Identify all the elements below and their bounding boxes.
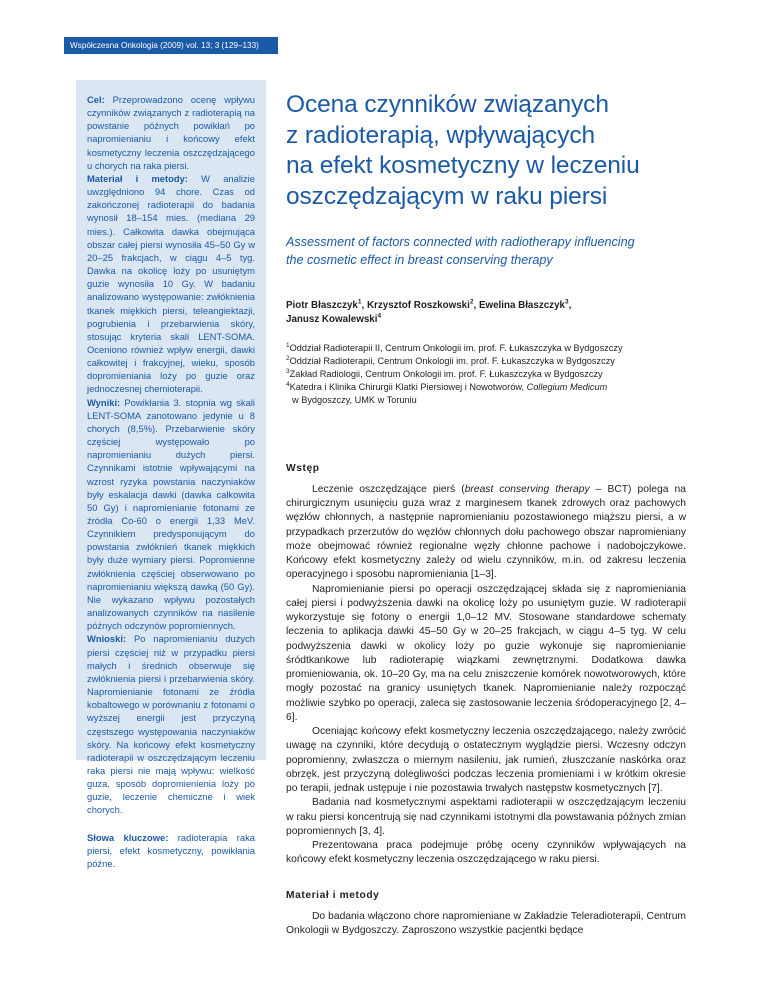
author-name: Janusz Kowalewski [286,314,378,326]
abstract-results [87,396,255,633]
abstract-keywords-text: radioterapia raka piersi, efekt kosmetyczny, powikłania późne. [87,831,255,869]
abstract-conclusions-label: Wnioski: [87,633,127,645]
author-separator: , [473,300,479,311]
paragraph-text: Leczenie oszczędzające pierś ( [312,483,465,495]
abstract-conclusions-text: Po napromienianiu dużych piersi częściej niż w przypadku piersi małych i średnich obserwuje się zwłóknienia piersi i przebarwienia skóry. Napromienianie fotonami ze źródła kobaltowego w porównaniu z fotonami o wyższej energii jest przyczyną częstszego występowania naczyniaków skóry. Na końcowy efekt kosmetyczny radioterapii w oszczędzającym leczeniu raka piersi nie mają wpływu: wielkość guza, sposób dopromienienia loży po guzie, leczenie chemiczne i wiek chorych. [87,633,255,816]
abstract-box [76,80,266,869]
affiliation-number: 4 [286,380,290,388]
paragraph-italic: breast conserving therapy [464,483,590,495]
article-title: Ocena czynników związanych z radioterapią, wpływających na efekt kosmetyczny w leczeniu oszczędzającym w raku piersi [286,91,640,210]
affiliation-number: 1 [286,341,290,349]
affiliation-4-continued: w Bydgoszczy, UMK w Toruniu [292,394,417,405]
author-list [286,299,686,328]
abstract-methods-label: Materiał i metody: [87,172,188,184]
paragraph: Oceniając końcowy efekt kosmetyczny leczenia oszczędzającego, należy zwrócić uwagę na czynniki, które decydują o ostatecznym wyglądzie piersi. Wczesny odczyn popromienny, zwłaszcza o miernym nasileniu, jak rumień, złuszczanie naskórka oraz obrzęk, jest przyczyną dolegliwości podczas leczenia promieniami i w krótkim okresie po terapii, jednak ustępuje i nie pozostawia trwałych następstw kosmetycznych [7]. [286,726,686,795]
author-name: Piotr Błaszczyk [286,300,358,311]
abstract-methods [87,172,255,396]
introduction-body [286,483,686,868]
section-heading-methods: Materiał i metody [286,889,380,901]
abstract-aim [87,93,255,172]
author-name: Krzysztof Roszkowski [366,300,470,311]
author [286,314,381,325]
affiliation-1 [286,342,686,355]
journal-citation: Współczesna Onkologia (2009) vol. 13; 3 (129–133) [70,41,259,50]
author-affil-ref: 3 [564,298,569,306]
author-separator: , [361,300,367,311]
affiliation-number: 3 [286,367,290,375]
affiliation-number: 2 [286,354,290,362]
affiliation-3 [286,368,686,381]
paragraph: Prezentowana praca podejmuje próbę oceny czynników wpływających na końcowy efekt kosmetyczny leczenia oszczędzającego w raku piersi. [286,840,686,866]
methods-body [286,910,686,939]
abstract-aim-label: Cel: [87,94,105,105]
section-heading-introduction: Wstęp [286,462,320,474]
author [367,300,479,311]
author-affil-ref: 4 [377,313,382,321]
author [286,300,367,311]
affiliation-text: Katedra i Klinika Chirurgii Klatki Piersiowej i Nowotworów, [289,381,527,392]
paragraph: Do badania włączono chore napromieniane w Zakładzie Teleradioterapii, Centrum Onkologii w Bydgoszczy. Zaproszono wszystkie pacjentki będące [286,910,686,936]
article-subtitle-en: Assessment of factors connected with radiotherapy influencing the cosmetic effect in breast conserving therapy [286,235,635,267]
paragraph [286,483,686,583]
affiliation-text: Zakład Radiologii, Centrum Onkologii im. prof. F. Łukaszczyka w Bydgoszczy [289,368,603,379]
journal-header [64,37,278,54]
affiliation-italic: Collegium Medicum [526,381,608,392]
paragraph-text: – BCT) polega na chirurgicznym usunięciu guza wraz z marginesem tkanek zdrowych oraz pachowych węzłów chłonnych, a następnie napromienianiu pozostawionego miąższu piersi, a w przypadkach przerzutów do węzłów chłonnych dołu pachowego obszar napromieniany może obejmować również regionalne węzły chłonne pachowe i nadobojczykowe. Końcowy efekt kosmetyczny zależy od wielu czynników, m.in. od zakresu leczenia operacyjnego i sposobu napromieniania [1–3]. [286,483,686,581]
paragraph: Badania nad kosmetycznymi aspektami radioterapii w oszczędzającym leczeniu w raku piersi koncentrują się nad czynnikami istotnymi dla powstawania późnych zmian popromiennych [3, 4]. [286,797,686,837]
article-column [286,90,686,938]
author-affil-ref: 1 [357,298,362,306]
affiliation-text: Oddział Radioterapii II, Centrum Onkologii im. prof. F. Łukaszczyka w Bydgoszczy [289,342,623,353]
abstract-aim-text: Przeprowadzono ocenę wpływu czynników związanych z radioterapią na powstanie późnych powikłań po napromienianiu i końcowy efekt kosmetyczny leczenia oszczędzającego u chorych na raka piersi. [87,94,255,171]
abstract-keywords [87,831,255,870]
abstract-results-text: Powikłania 3. stopnia wg skali LENT-SOMA zanotowano jedynie u 8 chorych (8,5%). Przebarwienie skóry częściej występowało po napromienianiu dużych piersi. Czynnikami istotnie wpływającymi na wzrost ryzyka powstania naczyniaków były eskalacja dawki (dawka całkowita 50 Gy) i napromienianie fotonami ze źródła Co-60 o energii 1,33 MeV. Czynnikiem predysponującym do powstania zwłóknień tkanek miękkich były duże wymiary piersi. Popromienne zwłóknienia częściej obserwowano po napromienianiu większą dawką (50 Gy). Nie wykazano wpływu pozostałych analizowanych czynników na nasilenie późnych odczynów popromiennych. [87,396,255,632]
affiliations [286,342,686,407]
author-name: Ewelina Błaszczyk [478,300,565,311]
author-separator: , [568,300,572,311]
affiliation-2 [286,355,686,368]
affiliation-4 [286,381,686,394]
author-affil-ref: 2 [469,298,474,306]
abstract-keywords-label: Słowa kluczowe: [87,831,169,843]
abstract-results-label: Wyniki: [87,396,121,408]
affiliation-text: Oddział Radioterapii, Centrum Onkologii im. prof. F. Łukaszczyka w Bydgoszczy [289,355,615,366]
abstract-methods-text: W analizie uwzględniono 94 chore. Czas od zakończonej radioterapii do badania wynosił 18–154 mies. (mediana 29 mies.). Całkowita dawka obejmująca obszar całej piersi wynosiła 45–50 Gy w 20–25 frakcjach, w ciągu 4–5 tyg. Dawka na okolicę loży po usuniętym guzie wynosiła 10 Gy. W badaniu analizowano występowanie: zwłóknienia tkanek miękkich piersi, teleangiektazji, pogrubienia i przebarwienia skóry, stosując kryteria skali LENT-SOMA. Oceniono również wpływ energii, dawki całkowitej i frakcyjnej, wieku, sposób dopromieniania loży po guzie oraz jednoczesnej chemioterapii. [87,172,255,395]
paragraph: Napromienianie piersi po operacji oszczędzającej składa się z napromieniania całej piersi i podwyższenia dawki na okolicę loży po usuniętym guzie. W radioterapii wykorzystuje się fotony o energii 1,0–12 MV. Stosowane standardowe schematy leczenia to aplikacja dawki 45–50 Gy w 20–25 frakcjach, w ciągu 4–5 tyg. W celu podwyższenia dawki w okolicy loży po guzie wykonuje się napromienianie śródtkankowe lub radioterapię wiązkami zewnętrznymi. Dodatkowa dawka promieniowania, ok. 10–20 Gy, ma na celu zniszczenie komórek nowotworowych, które mogły pozostać na granicy usuniętych tkanek. Napromienianie należy rozpocząć możliwie szybko po operacji, zaleca się zastosowanie leczenia śródoperacyjnego [2, 4–6]. [286,583,686,723]
author [479,300,571,311]
abstract-conclusions [87,632,255,816]
